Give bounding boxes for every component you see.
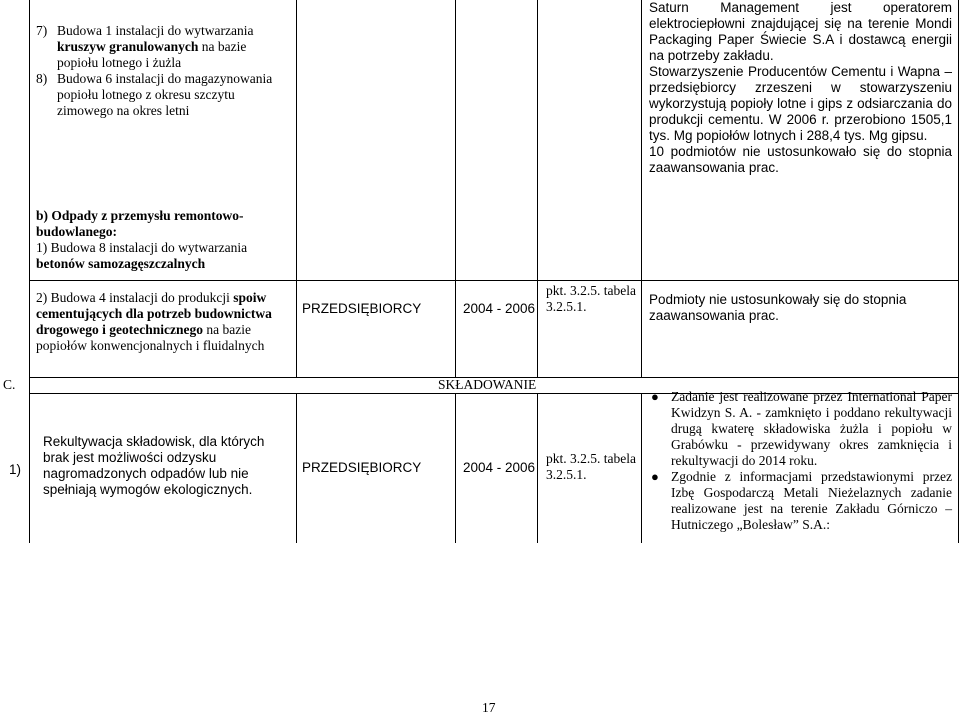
section-b-item-1	[36, 240, 288, 272]
item-8-number: 8)	[36, 71, 48, 86]
item-7-text-2: na bazie popiołu lotnego i żużla	[57, 39, 247, 70]
col-divider-3	[537, 0, 538, 377]
bullet-icon: ●	[651, 389, 659, 404]
item-7-text-1: Budowa 1 instalacji do wytwarzania	[57, 23, 254, 38]
item-8-text: Budowa 6 instalacji do magazynowania popiołu lotnego z okresu szczytu zimowego na okres letni	[57, 71, 273, 118]
col-divider-2b	[455, 393, 456, 543]
row-a-item-8	[36, 71, 288, 119]
note-stowarzyszenie: Stowarzyszenie Producentów Cementu i Wapna – przedsiębiorcy zrzeszeni w stowarzyszeniu wykorzystują popioły lotne i gips z odsiarczania do produkcji cementu. W 2006 r. przerobiono 1505,1 tys. Mg popiołów lotnych i 288,4 tys. Mg gipsu.	[649, 64, 952, 143]
col-divider-2	[455, 0, 456, 377]
row-b-text-bold: spoiw cementujących dla potrzeb budownictwa drogowego i geotechnicznego	[36, 290, 272, 337]
col-divider-3b	[537, 393, 538, 543]
row-c1-bullet-2-text: Zgodnie z informacjami przedstawionymi przez Izbę Gospodarczą Metali Nieżelaznych zadanie realizowane jest na terenie Zakładu Górniczo – Hutniczego „Bolesław” S.A.:	[671, 469, 952, 532]
row-b-text-1: 2) Budowa 4 instalacji do produkcji	[36, 290, 234, 305]
row-b-text-2: na bazie popiołów konwencjonalnych i fluidalnych	[36, 322, 265, 353]
table-border-left	[29, 0, 30, 543]
col-divider-1b	[296, 393, 297, 543]
row-a-description	[36, 23, 288, 119]
row-c1-executor: PRZEDSIĘBIORCY	[302, 460, 422, 475]
row-c1-notes	[649, 389, 952, 533]
row-c1-description: Rekultywacja składowisk, dla których brak jest możliwości odzysku nagromadzonych odpadów lub nie spełniają wymogów ekologicznych.	[43, 434, 265, 497]
row-b-period: 2004 - 2006	[463, 301, 536, 316]
col-divider-4b	[641, 393, 642, 543]
row-c1-bullet-list	[649, 389, 952, 533]
section-c-letter: C.	[3, 377, 16, 392]
section-b-item-1-text: 1) Budowa 8 instalacji do wytwarzania	[36, 240, 248, 255]
section-b-heading-text: b) Odpady z przemysłu remontowo-budowlanego:	[36, 208, 244, 239]
row-a-item-7	[36, 23, 288, 71]
col-divider-1	[296, 0, 297, 377]
bullet-icon: ●	[651, 469, 659, 484]
row-c1-period: 2004 - 2006	[463, 460, 536, 475]
row-divider-a	[29, 280, 958, 281]
row-a-section-b	[36, 208, 288, 272]
row-c1-reference: pkt. 3.2.5. tabela 3.2.5.1.	[546, 451, 636, 482]
note-saturn: Saturn Management jest operatorem elektrociepłowni znajdującej się na terenie Mondi Packaging Paper Świecie S.A i dostawcą energii na potrzeby zakładu.	[649, 0, 952, 63]
section-c-title: SKŁADOWANIE	[438, 377, 537, 392]
item-7-number: 7)	[36, 23, 48, 38]
row-c1-number: 1)	[9, 462, 22, 477]
table-border-right	[958, 0, 959, 543]
row-c1-bullet-2	[649, 469, 952, 533]
note-10-podmiotow: 10 podmiotów nie ustosunkowało się do stopnia zaawansowania prac.	[649, 144, 952, 175]
section-b-item-1-bold: betonów samozagęszczalnych	[36, 256, 206, 271]
section-b-heading	[36, 208, 288, 240]
item-7-text-bold: kruszyw granulowanych	[57, 39, 199, 54]
row-a-notes	[649, 0, 952, 176]
row-b-executor: PRZEDSIĘBIORCY	[302, 301, 422, 316]
row-c1-bullet-1-text: Zadanie jest realizowane przez International Paper Kwidzyn S. A. - zamknięto i poddano rekultywacji drugą kwaterę składowiska żużla i popiołu w Grabówku - przewidywany okres zamknięcia i rekultywacji do 2014 roku.	[671, 389, 952, 468]
col-divider-4	[641, 0, 642, 377]
row-c1-bullet-1	[649, 389, 952, 469]
row-b-notes: Podmioty nie ustosunkowały się do stopnia zaawansowania prac.	[649, 292, 907, 323]
row-b-reference: pkt. 3.2.5. tabela 3.2.5.1.	[546, 283, 636, 314]
row-b-description	[36, 290, 288, 354]
page-number: 17	[482, 700, 496, 715]
